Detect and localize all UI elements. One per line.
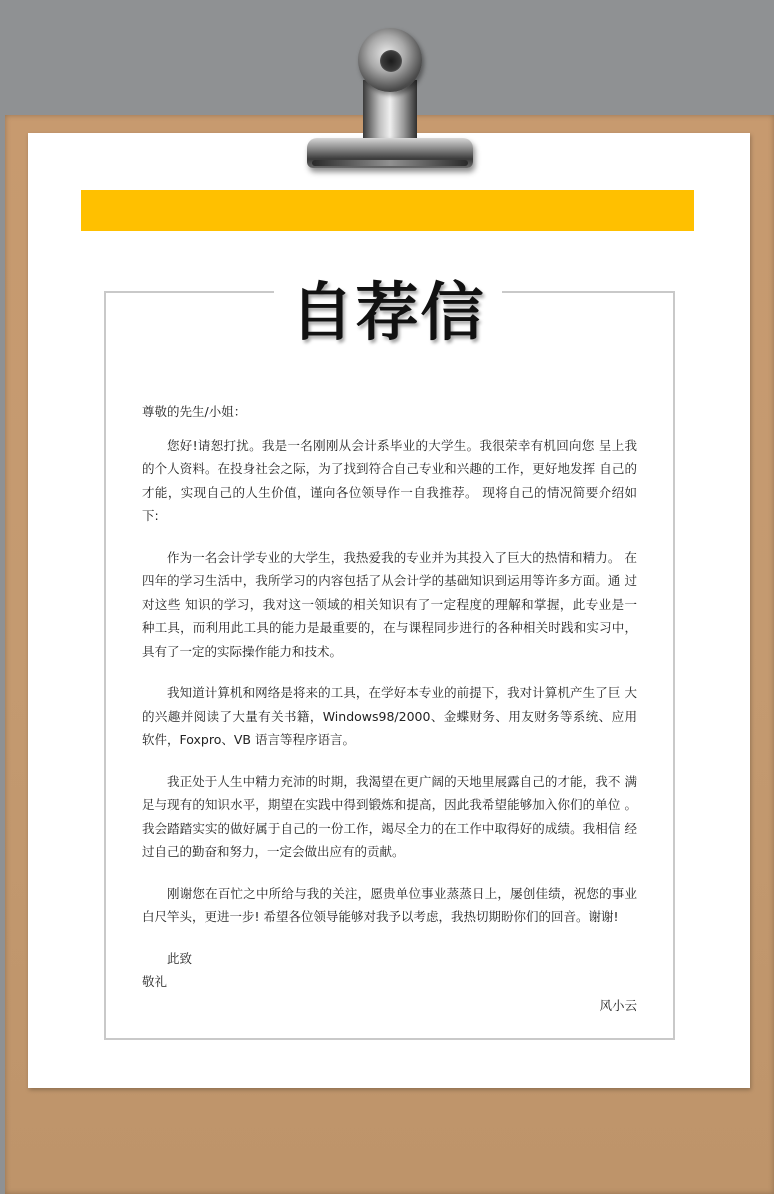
letter-closing-line1: 此致 — [167, 950, 193, 966]
letter-greeting: 尊敬的先生/小姐： — [142, 404, 247, 419]
letter-signature: 风小云 — [599, 997, 637, 1013]
letter-paragraph: 我正处于人生中精力充沛的时期，我渴望在更广阔的天地里展露自己的才能，我不 满足与现有的知识水平，期望在实践中得到锻炼和提高，因此我希望能够加入你们的单位 。我会踏踏实实的做好属于自己的一份工作，竭尽全力的在工作中取得好的成绩。我相信 经过自己的勤奋和努力，一定会做出应有的贡献。 — [142, 773, 637, 859]
clip-base-edge — [312, 160, 468, 166]
letter-closing-line2: 敬礼 — [142, 974, 168, 989]
letter-paragraph: 作为一名会计学专业的大学生，我热爱我的专业并为其投入了巨大的热情和精力。 在四年的学习生活中，我所学习的内容包括了从会计学的基础知识到运用等许多方面。通 过对这些 知识的学习，我对这一领域的相关知识有了一定程度的理解和掌握，此专业是一 种工具，而利用此工具的能力是最重要的，在与课程同步进行的各种相关时践和实习中， 具有了一定的实际操作能力和技术。 — [142, 549, 637, 659]
letter-paragraph: 您好!请恕打扰。我是一名刚刚从会计系毕业的大学生。我很荣幸有机回向您 呈上我的个人资料。在投身社会之际，为了找到符合自己专业和兴趣的工作，更好地发挥 自己的才能，实现自己的人生价值，谨向各位领导作一自我推荐。 现将自己的情况简要介绍如下: — [142, 437, 637, 523]
letter-paragraph: 我知道计算机和网络是将来的工具，在学好本专业的前提下，我对计算机产生了巨 大的兴趣并阅读了大量有关书籍，Windows98/2000、金蝶财务、用友财务等系统、应用 软件，Foxpro、VB 语言等程序语言。 — [142, 685, 637, 747]
accent-bar — [81, 190, 694, 231]
clip-hole — [380, 50, 402, 72]
letter-body — [142, 400, 637, 1017]
letter-paragraph: 刚谢您在百忙之中所给与我的关注，愿贵单位事业蒸蒸日上，屡创佳绩，祝您的事业 白尺竿头，更进一步! 希望各位领导能够对我予以考虑，我热切期盼你们的回音。谢谢! — [142, 885, 637, 924]
page-title: 自荐信 — [290, 276, 486, 349]
